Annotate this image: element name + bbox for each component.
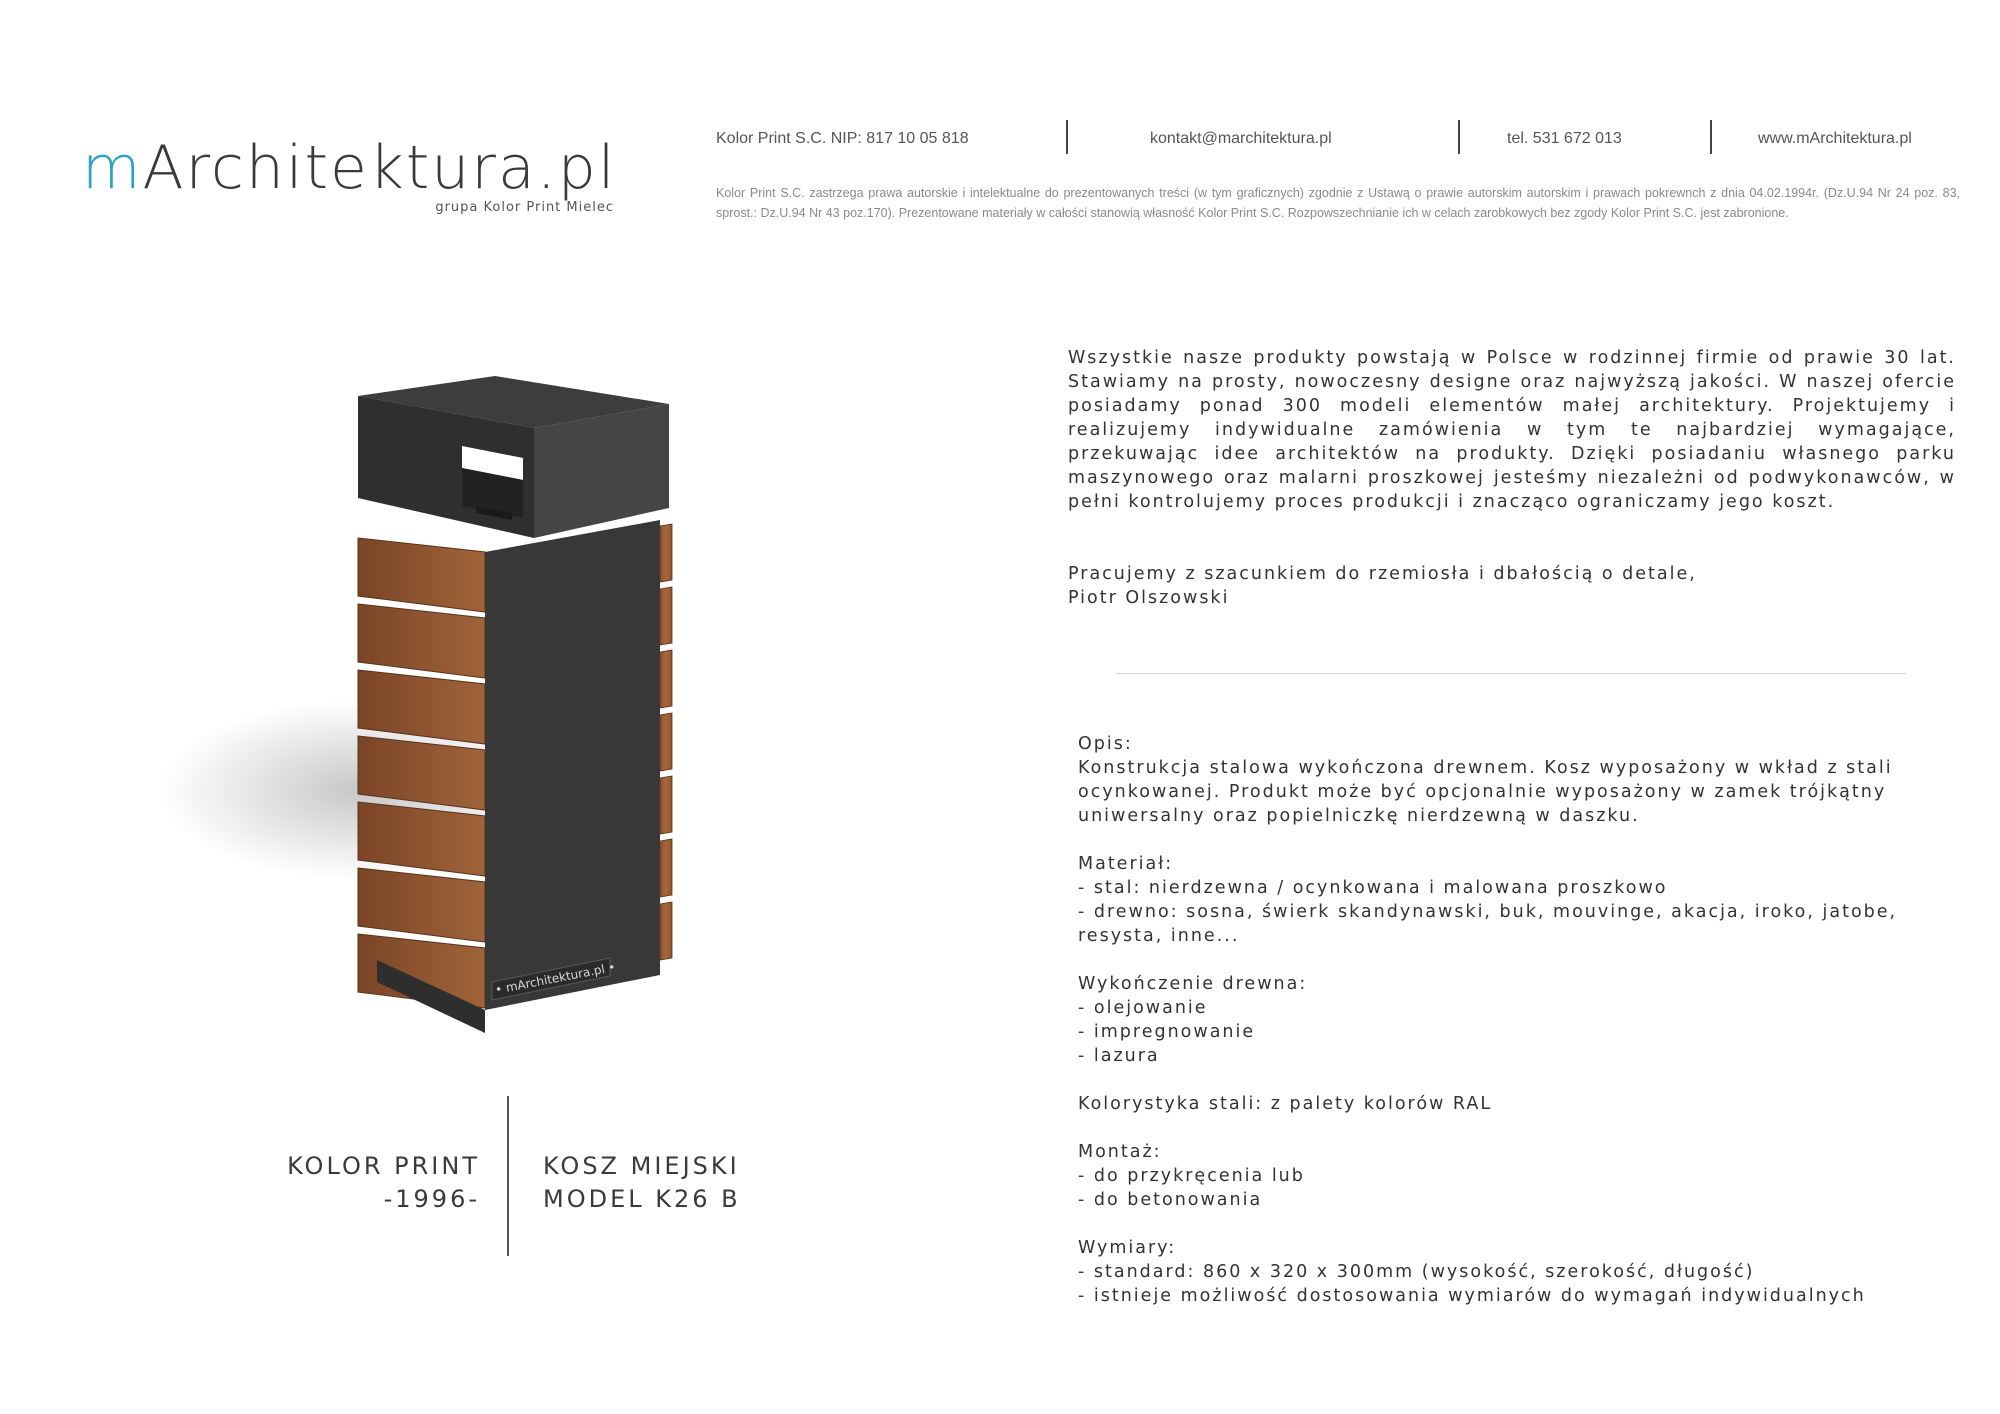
section-divider	[1116, 673, 1906, 674]
spec-line: - impregnowanie	[1078, 1022, 1256, 1042]
spec-line: - standard: 860 x 320 x 300mm (wysokość, szerokość, długość)	[1078, 1262, 1755, 1282]
phone-number[interactable]: tel. 531 672 013	[1507, 130, 1622, 147]
logo-subtitle: grupa Kolor Print Mielec	[435, 200, 614, 215]
spec-line: - do przykręcenia lub	[1078, 1166, 1305, 1186]
spec-line: - istnieje możliwość dostosowania wymiarów do wymagań indywidualnych	[1078, 1286, 1866, 1306]
wood-slat-edge	[660, 902, 672, 960]
spec-line: Materiał:	[1078, 854, 1174, 874]
spec-spacer	[1078, 1116, 1958, 1140]
intro-author: Piotr Olszowski	[1068, 588, 1230, 608]
spec-spacer	[1078, 1068, 1958, 1092]
spec-line: Opis:	[1078, 734, 1133, 754]
brand-year: -1996-	[383, 1185, 480, 1213]
spec-line: Kolorystyka stali: z palety kolorów RAL	[1078, 1094, 1493, 1114]
right-wood-slats	[660, 524, 672, 960]
wood-slat	[358, 868, 485, 942]
nameplate-label: • mArchitektura.pl •	[493, 959, 617, 997]
intro-paragraph: Wszystkie nasze produkty powstają w Polsce w rodzinnej firmie od prawie 30 lat. Stawiamy na prosty, nowoczesny designe oraz najwyższą jakości. W naszej ofercie posiadamy ponad 300 modeli elementów małej architektury. Projektujemy i realizujemy indywidualne zamówienia w tym te najbardziej wymagające, przekuwając idee architektów na produkty. Dzięki posiadaniu własnego parku maszynowego oraz malarni proszkowej jesteśmy niezależni od podwykonawców, w pełni kontrolujemy proces produkcji i znacząco ograniczamy jego koszt.	[1068, 348, 1956, 512]
brand-logo	[82, 133, 642, 218]
website-link[interactable]: www.mArchitektura.pl	[1758, 130, 1912, 147]
divider	[1710, 120, 1712, 154]
spec-line: ocynkowanej. Produkt może być opcjonalnie wyposażony w zamek trójkątny	[1078, 782, 1887, 802]
product-image-waste-bin	[140, 370, 720, 1050]
logo-m-letter: m	[82, 133, 143, 203]
spec-spacer	[1078, 1212, 1958, 1236]
product-model: MODEL K26 B	[543, 1185, 741, 1213]
spec-line: resysta, inne...	[1078, 926, 1240, 946]
wood-slat-edge	[660, 524, 672, 582]
logo-wordmark	[82, 133, 642, 203]
spec-line: - stal: nierdzewna / ocynkowana i malowana proszkowo	[1078, 878, 1668, 898]
left-wood-slats	[358, 538, 485, 1008]
spec-spacer	[1078, 948, 1958, 972]
product-title-block	[543, 1150, 863, 1216]
spec-line: - do betonowania	[1078, 1190, 1263, 1210]
wood-slat	[358, 604, 485, 678]
wood-slat	[358, 538, 485, 612]
brand-block	[220, 1150, 480, 1216]
brand-divider	[507, 1096, 509, 1256]
spec-line: - drewno: sosna, świerk skandynawski, buk, mouvinge, akacja, iroko, jatobe,	[1078, 902, 1898, 922]
wood-slat-edge	[660, 713, 672, 771]
intro-signature	[1068, 562, 1697, 610]
spec-line: Wykończenie drewna:	[1078, 974, 1308, 994]
intro-text	[1068, 346, 1956, 514]
front-steel-panel	[485, 520, 660, 1010]
spec-line: Montaż:	[1078, 1142, 1162, 1162]
product-category: KOSZ MIEJSKI	[543, 1152, 740, 1180]
wood-slat-edge	[660, 587, 672, 645]
spec-line: - lazura	[1078, 1046, 1160, 1066]
spec-spacer	[1078, 828, 1958, 852]
divider	[1458, 120, 1460, 154]
spec-line: Konstrukcja stalowa wykończona drewnem. Kosz wyposażony w wkład z stali	[1078, 758, 1893, 778]
spec-line: - olejowanie	[1078, 998, 1208, 1018]
legal-notice: Kolor Print S.C. zastrzega prawa autorskie i intelektualne do prezentowanych treści (w tym graficznych) zgodnie z Ustawą o prawie autorskim autorskim i prawach pokrewnch z dnia 04.02.1994r. (Dz.U.94 Nr 24 poz. 83, sprost.: Dz.U.94 Nr 43 poz.170). Prezentowane materiały w całości stanowią własność Kolor Print S.C. Rozpowszechnianie ich w celach zarobkowych bez zgody Kolor Print S.C. jest zabronione.	[716, 186, 1960, 220]
wood-slat-edge	[660, 776, 672, 834]
company-info: Kolor Print S.C. NIP: 817 10 05 818	[716, 130, 969, 147]
wood-slat-edge	[660, 650, 672, 708]
intro-closing: Pracujemy z szacunkiem do rzemiosła i dbałością o detale,	[1068, 564, 1697, 584]
email-link[interactable]: kontakt@marchitektura.pl	[1150, 130, 1332, 147]
logo-text: Architektura.pl	[142, 133, 617, 203]
product-specs	[1078, 732, 1958, 1308]
divider	[1066, 120, 1068, 154]
spec-line: Wymiary:	[1078, 1238, 1177, 1258]
brand-name: KOLOR PRINT	[287, 1152, 480, 1180]
spec-line: uniwersalny oraz popielniczkę nierdzewną w daszku.	[1078, 806, 1640, 826]
wood-slat-edge	[660, 839, 672, 897]
